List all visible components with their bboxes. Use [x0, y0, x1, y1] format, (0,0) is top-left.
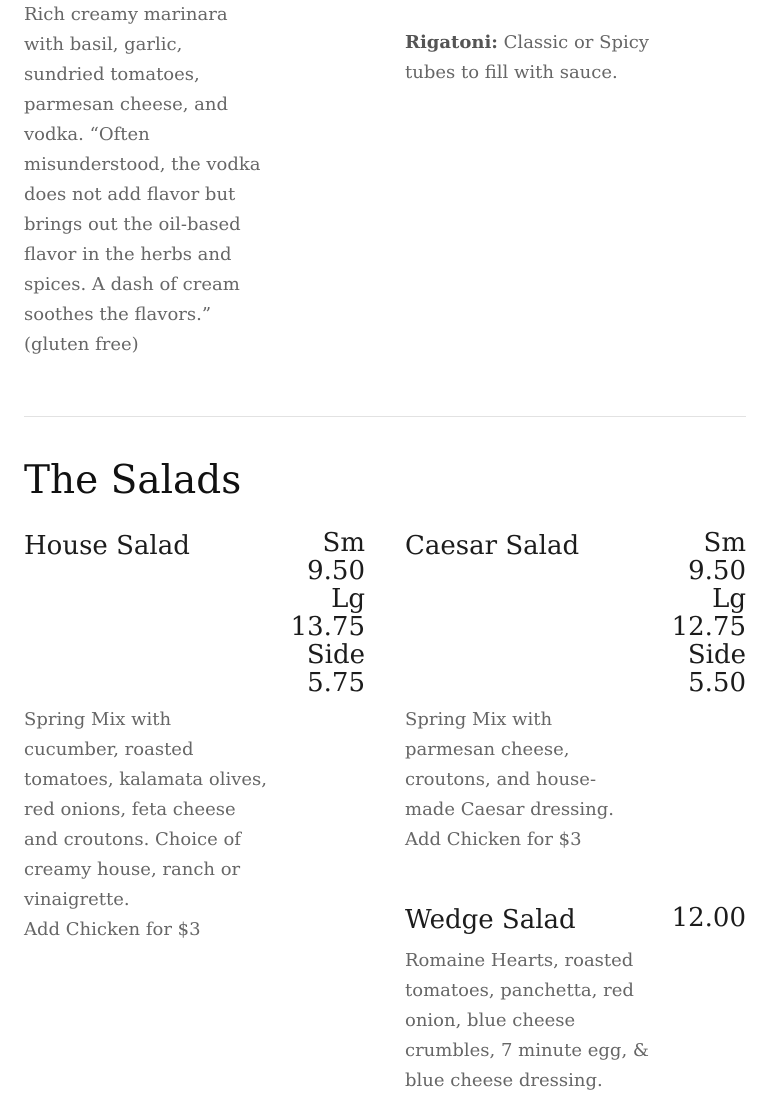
rigatoni-description [405, 28, 705, 88]
item-name: Wedge Salad [405, 905, 576, 935]
section-title-salads: The Salads [24, 458, 242, 503]
price-size-label: Lg [712, 584, 746, 614]
item-addon: Add Chicken for $3 [24, 919, 201, 940]
item-description: Romaine Hearts, roasted tomatoes, panchetta, red onion, blue cheese crumbles, 7 minute egg, & blue cheese dressing. [405, 950, 649, 1091]
item-addon: Add Chicken for $3 [405, 829, 582, 850]
price-value: 5.75 [307, 668, 365, 698]
rigatoni-label: Rigatoni: [405, 32, 498, 53]
price-value: 9.50 [688, 556, 746, 586]
price-size-label: Lg [331, 584, 365, 614]
price-size-label: Sm [322, 528, 365, 558]
item-price: 12.00 [671, 903, 746, 933]
price-value: 12.75 [671, 612, 746, 642]
price-size-label: Sm [703, 528, 746, 558]
price-list [265, 529, 365, 697]
price-value: 5.50 [688, 668, 746, 698]
item-name: Caesar Salad [405, 531, 580, 561]
item-description: Spring Mix with cucumber, roasted tomatoes, kalamata olives, red onions, feta cheese and croutons. Choice of creamy house, ranch or vinaigrette. [24, 709, 268, 910]
price-list [646, 529, 746, 697]
item-description: Spring Mix with parmesan cheese, croutons, and house- made Caesar dressing. [405, 709, 614, 820]
price-size-label: Side [306, 640, 365, 670]
price-value: 13.75 [290, 612, 365, 642]
rigatoni-text: Classic or Spicy tubes to fill with sauce. [405, 32, 649, 83]
vodka-sauce-description: Rich creamy marinara with basil, garlic, sundried tomatoes, parmesan cheese, and vodka. “Often misunderstood, the vodka does not add flavor but brings out the oil-based flavor in the herbs and spices. A dash of cream soothes the flavors.” (gluten free) [24, 4, 261, 355]
item-name: House Salad [24, 531, 190, 561]
price-size-label: Side [687, 640, 746, 670]
section-divider [24, 416, 746, 417]
price-value: 9.50 [307, 556, 365, 586]
